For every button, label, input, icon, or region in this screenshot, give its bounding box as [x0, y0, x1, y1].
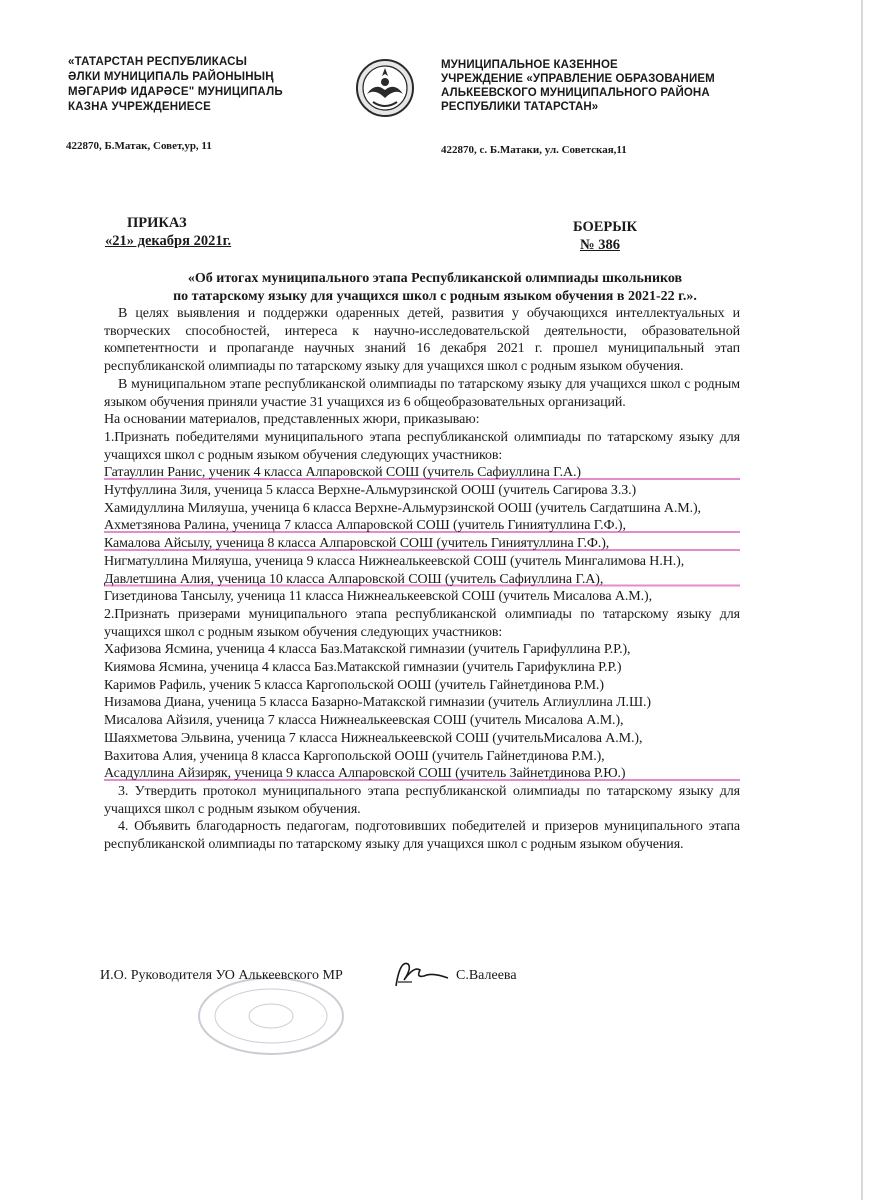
- list-item: Мисалова Айзиля, ученица 7 класса Нижнеалькеевская СОШ (учитель Мисалова А.М.),: [104, 713, 624, 729]
- header-left-line: «ТАТАРСТАН РЕСПУБЛИКАСЫ: [68, 56, 248, 68]
- list-item: Шаяхметова Эльвина, ученица 7 класса Нижнеалькеевской СОШ (учительМисалова А.М.),: [104, 730, 643, 746]
- paragraph-2: В муниципальном этапе республиканской олимпиады по татарскому языку для учащихся школ с родным языком обучения приняли участие 31 учащихся из 6 общеобразовательных организаций.: [104, 376, 740, 410]
- order-date-text: «21» декабря 2021г.: [105, 233, 232, 249]
- order-number: № 386: [580, 237, 620, 253]
- list-item: Каримов Рафиль, ученик 5 класса Каргопольской ООШ (учитель Гайнетдинова Р.М.): [104, 677, 604, 693]
- title-line: «Об итогах муниципального этапа Республиканской олимпиады школьников: [187, 271, 683, 286]
- list-item: Гатауллин Ранис, ученик 4 класса Алпаровской СОШ (учитель Сафиуллина Г.А.): [104, 464, 740, 482]
- header-right-block: [441, 58, 771, 114]
- point-3: 3. Утвердить протокол муниципального этапа республиканской олимпиады по татарскому языку для учащихся школ с родным языком обучения.: [104, 783, 740, 817]
- list-item: Асадуллина Айзиряк, ученица 9 класса Алпаровской СОШ (учитель Зайнетдинова Р.Ю.): [104, 765, 740, 783]
- list-item: Камалова Айсылу, ученица 8 класса Алпаровской СОШ (учитель Гиниятуллина Г.Ф.),: [104, 535, 740, 553]
- handwritten-signature-icon: [390, 956, 452, 992]
- basis-line: На основании материалов, представленных жюри, приказываю:: [104, 412, 480, 428]
- header-left-line: ӘЛКИ МУНИЦИПАЛЬ РАЙОНЫНЫҢ: [68, 71, 274, 83]
- header-left-line: МӘГАРИФ ИДАРӘСЕ" МУНИЦИПАЛЬ: [68, 86, 283, 98]
- address-left: 422870, Б.Матак, Совет,ур, 11: [66, 140, 212, 152]
- document-body: [104, 305, 740, 854]
- address-right: 422870, с. Б.Матаки, ул. Советская,11: [441, 144, 627, 156]
- header-right-line: МУНИЦИПАЛЬНОЕ КАЗЕННОЕ: [441, 59, 618, 71]
- order-date: [105, 233, 231, 250]
- header-right-line: АЛЬКЕЕВСКОГО МУНИЦИПАЛЬНОГО РАЙОНА: [441, 87, 710, 99]
- list-item: Ахметзянова Ралина, ученица 7 класса Алпаровской СОШ (учитель Гиниятуллина Г.Ф.),: [104, 517, 740, 535]
- point-4: 4. Объявить благодарность педагогам, подготовивших победителей и призеров муниципального этапа республиканской олимпиады по татарскому языку для учащихся школ с родным языком обучения.: [104, 819, 740, 853]
- prizewinners-list: [104, 641, 740, 783]
- signature-row: [100, 968, 560, 998]
- order-label-tt: БОЕРЫК: [573, 219, 638, 235]
- header-left-line: КАЗНА УЧРЕЖДЕНИЕСЕ: [68, 101, 211, 113]
- document-title: [110, 270, 760, 306]
- point-2: 2.Признать призерами муниципального этапа республиканской олимпиады по татарскому языку для учащихся школ с родным языком обучения следующих участников:: [104, 606, 740, 640]
- list-item: Киямова Ясмина, ученица 4 класса Баз.Матакской гимназии (учитель Гарифуклина Р.Р.): [104, 660, 622, 676]
- header-right-line: УЧРЕЖДЕНИЕ «УПРАВЛЕНИЕ ОБРАЗОВАНИЕМ: [441, 73, 715, 85]
- list-item: Гизетдинова Тансылу, ученица 11 класса Нижнеалькеевской СОШ (учитель Мисалова А.М.),: [104, 589, 652, 605]
- page-edge: [861, 0, 863, 1200]
- list-item: Давлетшина Алия, ученица 10 класса Алпаровской СОШ (учитель Сафиуллина Г.А),: [104, 571, 740, 589]
- signer-position: И.О. Руководителя УО Алькеевского МР: [100, 968, 343, 983]
- point-1: 1.Признать победителями муниципального этапа республиканской олимпиады по татарскому языку для учащихся школ с родным языком обучения следующих участников:: [104, 429, 740, 463]
- list-item: Нигматуллина Миляуша, ученица 9 класса Нижнеалькеевской СОШ (учитель Мингалимова Н.Н.),: [104, 553, 685, 569]
- list-item: Нутфуллина Зиля, ученица 5 класса Верхне-Альмурзинской ООШ (учитель Сагирова З.З.): [104, 483, 637, 499]
- list-item: Вахитова Алия, ученица 8 класса Каргопольской ООШ (учитель Гайнетдинова Р.М.),: [104, 748, 605, 764]
- header-right-line: РЕСПУБЛИКИ ТАТАРСТАН»: [441, 101, 599, 113]
- paragraph-1: В целях выявления и поддержки одаренных детей, развития у обучающихся интеллектуальных и творческих способностей, интереса к научно-исследовательской деятельности, образовательной компетентности и пропаганде научных знаний 16 декабря 2021 г. прошел муниципальный этап республиканской олимпиады по татарскому языку для учащихся школ с родным языком обучения.: [104, 306, 740, 375]
- list-item: Хамидуллина Миляуша, ученица 6 класса Верхне-Альмурзинской ООШ (учитель Сагдатшина А.М.),: [104, 500, 701, 516]
- order-label-ru: ПРИКАЗ: [127, 215, 187, 231]
- signer-name: С.Валеева: [456, 968, 517, 983]
- list-item: Хафизова Ясмина, ученица 4 класса Баз.Матакской гимназии (учитель Гарифуллина Р.Р.),: [104, 642, 631, 658]
- tatarstan-emblem-icon: [355, 58, 415, 118]
- winners-list: [104, 464, 740, 606]
- list-item: Низамова Диана, ученица 5 класса Базарно-Матакской гимназии (учитель Аглиуллина Л.Ш.): [104, 695, 651, 711]
- title-line: по татарскому языку для учащихся школ с родным языком обучения в 2021-22 г.».: [173, 289, 697, 304]
- header-left-block: [68, 55, 328, 115]
